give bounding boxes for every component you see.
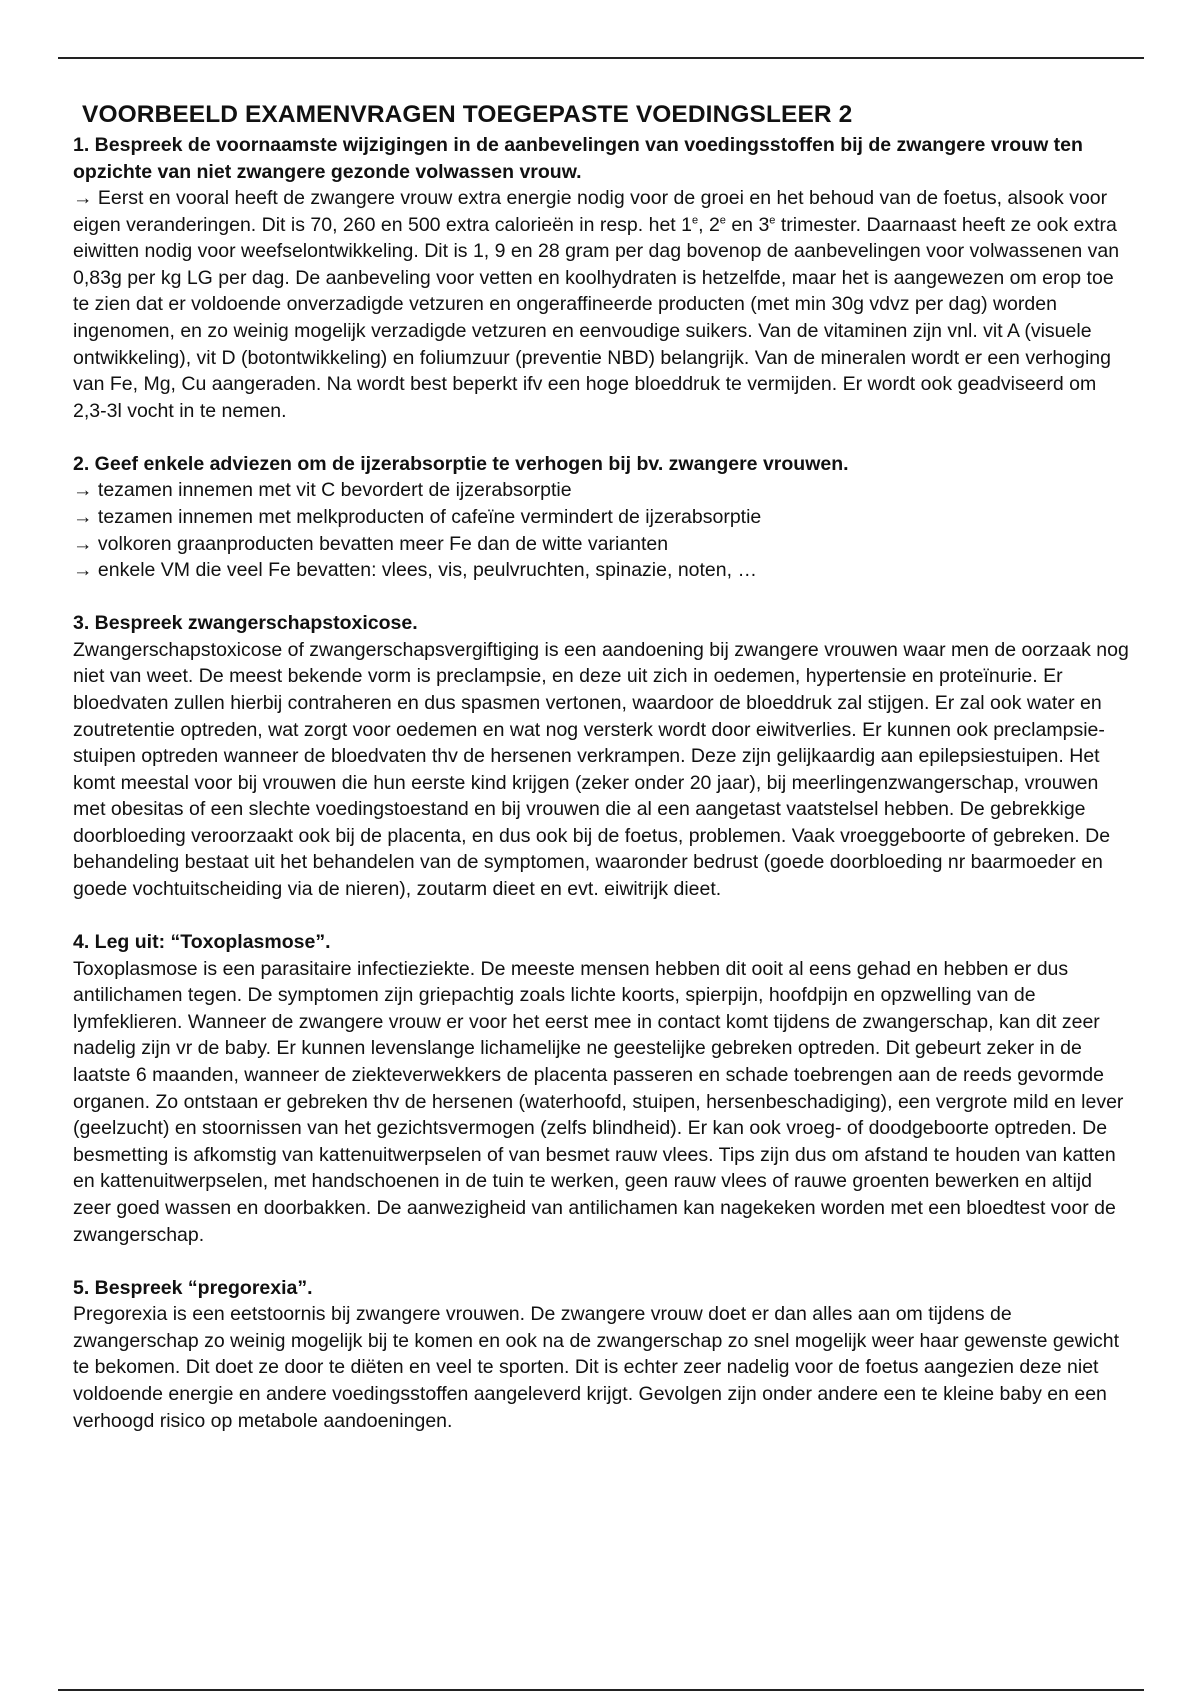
document-body bbox=[73, 100, 1133, 1461]
question-5 bbox=[73, 1275, 1133, 1434]
list-item: → tezamen innemen met melkproducten of cafeïne vermindert de ijzerabsorptie bbox=[73, 505, 762, 528]
question-5-answer: Pregorexia is een eetstoornis bij zwangere vrouwen. De zwangere vrouw doet er dan alles aan om tijdens de zwangerschap zo weinig mogelijk bij te komen en ook na de zwangerschap zo snel mogelijk weer haar gewenste gewicht te bekomen. Dit doet ze door te diëten en veel te sporten. Dit is echter zeer nadelig voor de foetus aangezien deze niet voldoende energie en andere voedingsstoffen aangeleverd krijgt. Gevolgen zijn onder andere een te kleine baby en een verhoogd risico op metabole aandoeningen. bbox=[73, 1303, 1119, 1432]
question-4-answer: Toxoplasmose is een parasitaire infectieziekte. De meeste mensen hebben dit ooit al eens gehad en hebben er dus antilichamen tegen. De symptomen zijn griepachtig zoals lichte koorts, spierpijn, hoofdpijn en opzwelling van de lymfeklieren. Wanneer de zwangere vrouw er voor het eerst mee in contact komt tijdens de zwangerschap, kan dit zeer nadelig zijn vr de baby. Er kunnen levenslange lichamelijke ne geestelijke gebreken optreden. Dit gebeurt zeker in de laatste 6 maanden, wanneer de ziekteverwekkers de placenta passeren en schade toebrengen aan de reeds gevormde organen. Zo ontstaan er gebreken thv de hersenen (waterhoofd, stuipen, hersenbeschadiging), een vergrote mild en lever (geelzucht) en stoornissen van het gezichtsvermogen (zelfs blindheid). Er kan ook vroeg- of doodgeboorte optreden. De besmetting is afkomstig van kattenuitwerpselen of van besmet rauw vlees. Tips zijn dus om afstand te houden van katten en kattenuitwerpselen, met handschoenen in de tuin te werken, geen rauw vlees of rauwe groenten bewerken en altijd zeer goed wassen en doorbakken. De aanwezigheid van antilichamen kan nagekeken worden met een bloedtest voor de zwangerschap. bbox=[73, 957, 1124, 1246]
question-2 bbox=[73, 451, 1133, 584]
list-item: → volkoren graanproducten bevatten meer Fe dan de witte varianten bbox=[73, 532, 669, 555]
question-3 bbox=[73, 610, 1133, 902]
bottom-rule bbox=[58, 1689, 1144, 1691]
list-item: → enkele VM die veel Fe bevatten: vlees, vis, peulvruchten, spinazie, noten, … bbox=[73, 559, 757, 582]
question-1-answer: → Eerst en vooral heeft de zwangere vrouw extra energie nodig voor de groei en het behoud van de foetus, alsook voor eigen veranderingen. Dit is 70, 260 en 500 extra calorieën in resp. het 1e, 2e en 3e trimester. Daarnaast heeft ze ook extra eiwitten nodig voor weefselontwikkeling. Dit is 1, 9 en 28 gram per dag bovenop de aanbevelingen voor volwassenen van 0,83g per kg LG per dag. De aanbeveling voor vetten en koolhydraten is hetzelfde, maar het is aangewezen om erop toe te zien dat er voldoende onverzadigde vetzuren en ongeraffineerde producten (met min 30g vdvz per dag) worden ingenomen, en zo weinig mogelijk verzadigde vetzuren en eenvoudige suikers. Van de vitaminen zijn vnl. vit A (visuele ontwikkeling), vit D (botontwikkeling) en foliumzuur (preventie NBD) belangrijk. Van de mineralen wordt er een verhoging van Fe, Mg, Cu aangeraden. Na wordt best beperkt ifv een hoge bloeddruk te vermijden. Er wordt ook geadviseerd om 2,3-3l vocht in te nemen. bbox=[73, 187, 1120, 422]
question-4-title: 4. Leg uit: “Toxoplasmose”. bbox=[73, 931, 331, 954]
question-1 bbox=[73, 132, 1133, 424]
question-5-title: 5. Bespreek “pregorexia”. bbox=[73, 1276, 313, 1299]
question-4 bbox=[73, 929, 1133, 1248]
question-2-list bbox=[73, 477, 1133, 583]
question-1-title: 1. Bespreek de voornaamste wijzigingen in de aanbevelingen van voedingsstoffen bij de zwangere vrouw ten opzichte van niet zwangere gezonde volwassen vrouw. bbox=[73, 134, 1083, 183]
question-3-title: 3. Bespreek zwangerschapstoxicose. bbox=[73, 612, 418, 635]
list-item: → tezamen innemen met vit C bevordert de ijzerabsorptie bbox=[73, 479, 572, 502]
page-title: VOORBEELD EXAMENVRAGEN TOEGEPASTE VOEDINGSLEER 2 bbox=[82, 101, 853, 128]
top-rule bbox=[58, 57, 1144, 59]
question-2-title: 2. Geef enkele adviezen om de ijzerabsorptie te verhogen bij bv. zwangere vrouwen. bbox=[73, 452, 849, 475]
question-3-answer: Zwangerschapstoxicose of zwangerschapsvergiftiging is een aandoening bij zwangere vrouwen waar men de oorzaak nog niet van weet. De meest bekende vorm is preclampsie, en deze uit zich in oedemen, hypertensie en proteïnurie. Er bloedvaten zullen hierbij contraheren en dus spasmen vertonen, waardoor de bloeddruk zal stijgen. Er zal ook water en zoutretentie optreden, wat zorgt voor oedemen en wat nog versterk wordt door eiwitverlies. Er kunnen ook preclampsie-stuipen optreden wanneer de bloedvaten thv de hersenen verkrampen. Deze zijn gelijkaardig aan epilepsiestuipen. Het komt meestal voor bij vrouwen die hun eerste kind krijgen (zeker onder 20 jaar), bij meerlingenzwangerschap, vrouwen met obesitas of een slechte voedingstoestand en bij vrouwen die al een aangetast vaatstelsel hebben. De gebrekkige doorbloeding veroorzaakt ook bij de placenta, en dus ook bij de foetus, problemen. Vaak vroeggeboorte of gebreken. De behandeling bestaat uit het behandelen van de symptomen, waaronder bedrust (goede doorbloeding nr baarmoeder en goede vochtuitscheiding via de nieren), zoutarm dieet en evt. eiwitrijk dieet. bbox=[73, 638, 1129, 901]
